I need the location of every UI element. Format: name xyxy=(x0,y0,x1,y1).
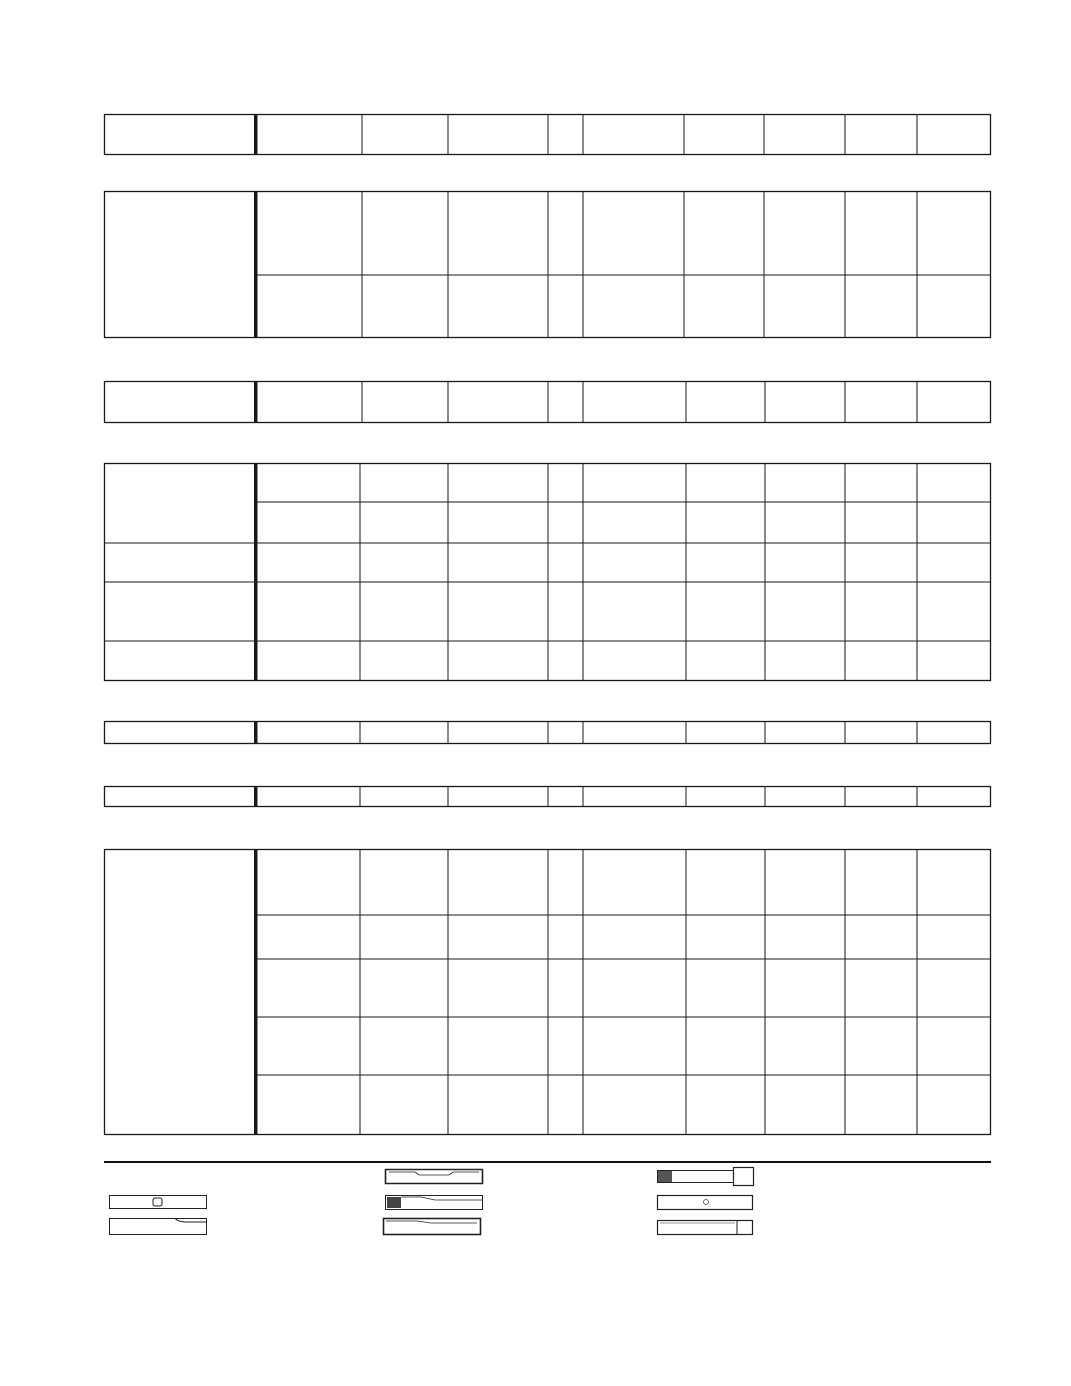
table-grid xyxy=(104,381,991,423)
table-block-2 xyxy=(104,191,991,338)
connector-shape-icon xyxy=(383,1218,481,1235)
connector-shape-icon xyxy=(657,1220,753,1235)
connector-shape-icon xyxy=(109,1195,207,1209)
table-block-1 xyxy=(104,114,991,155)
table-block-3 xyxy=(104,381,991,423)
table-block-6 xyxy=(104,786,991,807)
legend-divider xyxy=(104,1161,991,1163)
table-grid xyxy=(104,463,991,681)
table-block-5 xyxy=(104,721,991,744)
connector-shape-icon xyxy=(385,1195,483,1210)
table-grid xyxy=(104,849,991,1135)
table-grid xyxy=(104,114,991,155)
connector-shape-icon xyxy=(657,1167,754,1186)
table-grid xyxy=(104,191,991,338)
table-grid xyxy=(104,721,991,744)
table-grid xyxy=(104,786,991,807)
table-block-7 xyxy=(104,849,991,1135)
connector-shape-icon xyxy=(109,1218,207,1235)
connector-shape-icon xyxy=(385,1169,483,1184)
table-block-4 xyxy=(104,463,991,681)
connector-shape-icon xyxy=(657,1195,753,1210)
